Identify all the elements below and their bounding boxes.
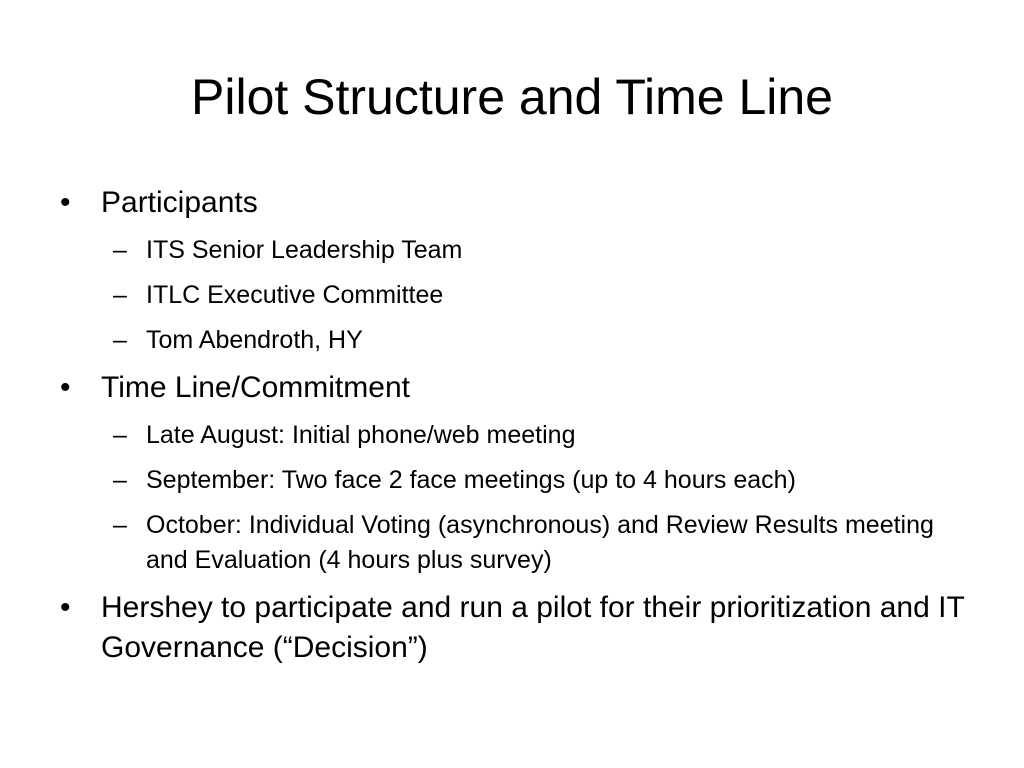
sub-bullet-list: [60, 233, 980, 358]
sub-bullet-item: [60, 323, 980, 358]
sub-bullet-item: [60, 418, 980, 453]
bullet-icon: •: [60, 186, 71, 219]
dash-icon: –: [113, 421, 127, 449]
sub-bullet-text: ITS Senior Leadership Team: [146, 236, 463, 264]
bullet-icon: •: [60, 591, 71, 624]
slide-body: [60, 180, 980, 668]
sub-bullet-text: Tom Abendroth, HY: [146, 326, 363, 354]
bullet-text: Participants: [101, 186, 258, 219]
sub-bullet-item: [60, 463, 980, 498]
sub-bullet-item: [60, 508, 980, 578]
dash-icon: –: [113, 466, 127, 494]
slide-title: Pilot Structure and Time Line: [191, 69, 833, 125]
sub-bullet-text: October: Individual Voting (asynchronous) and Review Results meeting and Evaluation (4 hours plus survey): [146, 511, 934, 574]
bullet-item: [60, 183, 980, 223]
bullet-item: [60, 368, 980, 408]
bullet-text: Time Line/Commitment: [101, 371, 410, 404]
dash-icon: –: [113, 326, 127, 354]
sub-bullet-text: September: Two face 2 face meetings (up to 4 hours each): [146, 466, 796, 494]
sub-bullet-text: ITLC Executive Committee: [146, 281, 444, 309]
sub-bullet-item: [60, 278, 980, 313]
sub-bullet-text: Late August: Initial phone/web meeting: [146, 421, 576, 449]
dash-icon: –: [113, 236, 127, 264]
bullet-text: Hershey to participate and run a pilot for their prioritization and IT Governance (“Decision”): [101, 591, 965, 664]
sub-bullet-list: [60, 418, 980, 578]
bullet-item: [60, 588, 980, 668]
dash-icon: –: [113, 511, 127, 539]
bullet-icon: •: [60, 371, 71, 404]
sub-bullet-item: [60, 233, 980, 268]
dash-icon: –: [113, 281, 127, 309]
